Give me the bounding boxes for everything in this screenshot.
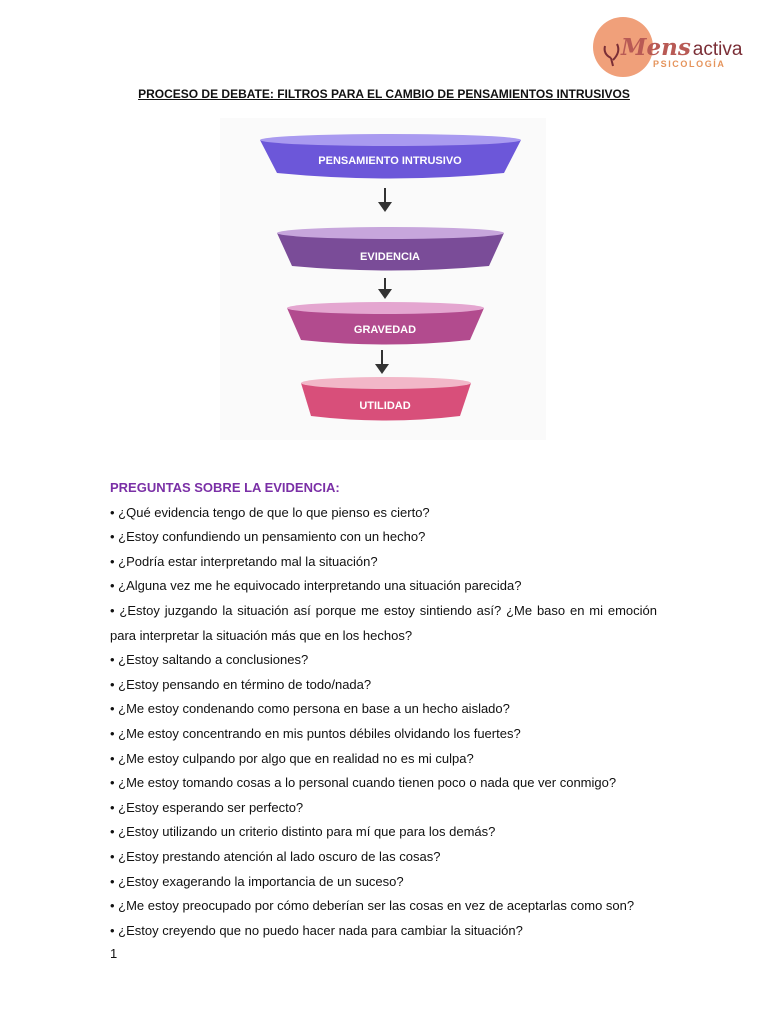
- list-item: • ¿Me estoy condenando como persona en base a un hecho aislado?: [110, 701, 510, 717]
- funnel-stage-3-top: [287, 302, 484, 314]
- arrow-down-icon: [375, 350, 389, 374]
- funnel-stage-evidencia: [277, 227, 504, 271]
- funnel-stage-gravedad: [287, 302, 484, 345]
- funnel-stage-pensamiento: [260, 134, 521, 179]
- list-item: • ¿Me estoy preocupado por cómo deberían ser las cosas en vez de aceptarlas como son?: [110, 898, 635, 914]
- list-item: • ¿Estoy utilizando un criterio distinto para mí que para los demás?: [110, 824, 496, 840]
- list-item: • ¿Estoy prestando atención al lado oscuro de las cosas?: [110, 848, 441, 864]
- questions-section: [110, 476, 657, 943]
- list-item: • ¿Estoy creyendo que no puedo hacer nada para cambiar la situación?: [110, 922, 523, 938]
- list-item: para interpretar la situación más que en los hechos?: [110, 627, 413, 643]
- list-item: • ¿Podría estar interpretando mal la situación?: [110, 553, 378, 569]
- list-item: • ¿Alguna vez me he equivocado interpretando una situación parecida?: [110, 578, 522, 594]
- list-item: • ¿Estoy exagerando la importancia de un suceso?: [110, 873, 404, 889]
- list-item: • ¿Qué evidencia tengo de que lo que pienso es cierto?: [110, 504, 430, 520]
- funnel-stage-3-label: GRAVEDAD: [353, 324, 417, 336]
- logo: [591, 16, 743, 78]
- funnel-diagram: [220, 118, 546, 440]
- logo-brand-main: Mens: [621, 34, 691, 61]
- logo-brand-second: activa: [692, 39, 743, 60]
- list-item: • ¿Estoy esperando ser perfecto?: [110, 799, 304, 815]
- list-item: • ¿Estoy confundiendo un pensamiento con un hecho?: [110, 529, 426, 545]
- list-item: • ¿Estoy juzgando la situación así porque me estoy sintiendo así? ¿Me baso en mi emoción: [110, 602, 657, 618]
- funnel-stage-2-top: [277, 227, 504, 239]
- arrow-down-icon: [378, 188, 392, 212]
- arrow-down-icon: [378, 278, 392, 299]
- list-item: • ¿Me estoy concentrando en mis puntos débiles olvidando los fuertes?: [110, 725, 521, 741]
- funnel-svg: [220, 118, 546, 440]
- list-item: • ¿Estoy pensando en término de todo/nada?: [110, 676, 372, 692]
- list-item: • ¿Me estoy culpando por algo que en realidad no es mi culpa?: [110, 750, 474, 766]
- funnel-stage-4-label: UTILIDAD: [359, 400, 411, 412]
- funnel-stage-1-label: PENSAMIENTO INTRUSIVO: [318, 155, 462, 167]
- page-title: PROCESO DE DEBATE: FILTROS PARA EL CAMBIO DE PENSAMIENTOS INTRUSIVOS: [138, 87, 630, 101]
- funnel-stage-2-label: EVIDENCIA: [360, 251, 420, 263]
- section-heading: PREGUNTAS SOBRE LA EVIDENCIA:: [110, 480, 340, 495]
- page-number: 1: [110, 946, 118, 961]
- list-item: • ¿Estoy saltando a conclusiones?: [110, 652, 309, 668]
- funnel-stage-4-top: [301, 377, 471, 389]
- funnel-stage-1-top: [260, 134, 521, 146]
- funnel-stage-utilidad: [301, 377, 471, 421]
- list-item: • ¿Me estoy tomando cosas a lo personal cuando tienen poco o nada que ver conmigo?: [110, 775, 617, 791]
- question-list: [110, 501, 657, 944]
- logo-subtitle: PSICOLOGÍA: [653, 59, 726, 69]
